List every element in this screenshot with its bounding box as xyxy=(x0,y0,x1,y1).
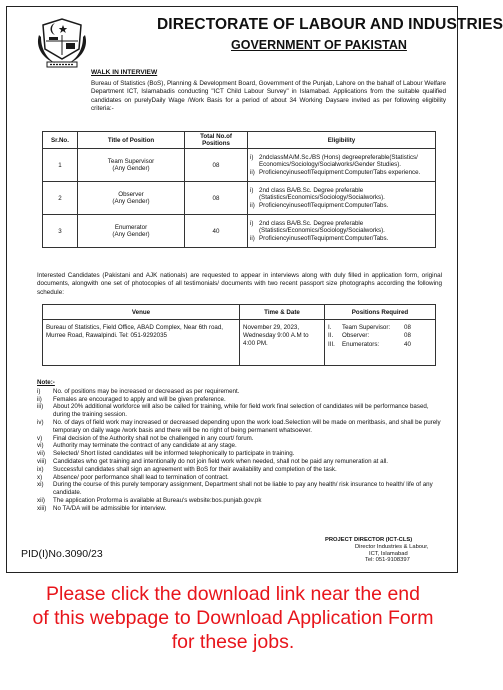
positions-required-cell xyxy=(325,320,436,366)
item-number: III. xyxy=(328,340,335,348)
header-positions-required: Positions Required xyxy=(325,305,436,320)
note-number: ix) xyxy=(37,465,44,473)
list-item xyxy=(328,332,432,340)
note-item xyxy=(37,481,447,497)
download-instructions xyxy=(0,582,466,654)
note-text: During the course of this purely temporary assignment, Department shall not be liable to pay any health/ risk insurance to health/ life of any candidate. xyxy=(53,481,433,497)
venue-cell: Bureau of Statistics, Field Office, ABAD Complex, Near 6th road, Murree Road, Rawalpindi. Tel: 051-9292035 xyxy=(43,320,240,366)
note-item xyxy=(37,396,447,404)
note-number: v) xyxy=(37,434,43,442)
header-sr-no: Sr.No. xyxy=(43,132,78,149)
item-text: ProficiencyinuseofITequipment:Computer/Tabs. xyxy=(259,234,389,242)
note-item xyxy=(37,474,447,482)
header-eligibility: Eligibility xyxy=(248,132,436,149)
note-text: Absence/ poor performance shall lead to termination of contract. xyxy=(53,473,229,481)
note-item xyxy=(37,458,447,466)
note-item xyxy=(37,403,447,419)
director-line: Tel: 051-9108397 xyxy=(365,557,410,564)
position-name: Team Supervisor xyxy=(107,158,155,165)
item-number: ii) xyxy=(250,168,255,176)
position-gender: (Any Gender) xyxy=(112,198,150,205)
notes-title: Note:- xyxy=(37,379,55,386)
item-text: 2ndclassMA/M.Sc./BS (Hons) degreepreferable(Statistics/ Economics/Sociology/Socialworks/Gender Studies). xyxy=(259,153,418,169)
note-number: xi) xyxy=(37,481,44,489)
position-name: Observer xyxy=(118,191,144,198)
item-count: 08 xyxy=(404,324,411,331)
table-header-row xyxy=(43,132,436,149)
download-line: for these jobs. xyxy=(171,631,295,653)
eligibility-item xyxy=(250,187,433,202)
note-number: ii) xyxy=(37,395,42,403)
pid-number: PID(I)No.3090/23 xyxy=(21,548,103,560)
eligibility-cell xyxy=(248,215,436,248)
walk-in-heading: WALK IN INTERVIEW xyxy=(91,69,158,76)
item-number: I. xyxy=(328,324,332,331)
sr-no: 2 xyxy=(43,182,78,215)
director-title: PROJECT DIRECTOR (ICT-CLS) xyxy=(325,537,413,543)
note-item xyxy=(37,442,447,450)
download-line: Please click the download link near the end xyxy=(46,583,420,605)
table-row xyxy=(43,215,436,248)
item-text: ProficiencyinuseofITequipment:Computer/Tabs. xyxy=(259,201,389,209)
position-title xyxy=(78,149,185,182)
note-text: Candidates who get training and intentionally do not join field work when needed, shall not be paid any remuneration at all. xyxy=(53,457,389,465)
positions-table xyxy=(42,131,436,248)
note-number: xii) xyxy=(37,496,45,504)
position-title xyxy=(78,215,185,248)
note-number: xiii) xyxy=(37,504,47,512)
note-text: Authority may terminate the contract of any candidate at any stage. xyxy=(53,442,237,450)
note-item xyxy=(37,388,447,396)
list-item xyxy=(328,341,432,349)
page-title: DIRECTORATE OF LABOUR AND INDUSTRIES xyxy=(157,16,503,33)
note-text: Final decision of the Authority shall not be challenged in any court/ forum. xyxy=(53,434,254,442)
table-row xyxy=(43,320,436,366)
note-text: Females are encouraged to apply and will be given preference. xyxy=(53,395,226,403)
note-item xyxy=(37,435,447,443)
note-number: iii) xyxy=(37,403,44,411)
item-text: ProficiencyinuseofITequipment:Computer/Tabs experience. xyxy=(259,168,421,176)
download-line: of this webpage to Download Application Form xyxy=(32,607,434,629)
note-number: i) xyxy=(37,387,41,395)
item-label: Observer: xyxy=(342,332,370,340)
position-count: 08 xyxy=(185,182,248,215)
position-name: Enumerator xyxy=(114,224,148,231)
note-number: viii) xyxy=(37,457,47,465)
position-count: 08 xyxy=(185,149,248,182)
header-time-date: Time & Date xyxy=(240,305,325,320)
table-header-row xyxy=(43,305,436,320)
government-emblem-icon xyxy=(35,15,89,69)
item-number: II. xyxy=(328,332,334,340)
notes-section xyxy=(37,379,447,513)
eligibility-cell xyxy=(248,182,436,215)
position-title xyxy=(78,182,185,215)
note-text: Selected/ Short listed candidates will be informed telephonically to participate in training. xyxy=(53,450,295,458)
eligibility-item xyxy=(250,235,433,243)
note-text: About 20% additional workforce will also be called for training, while for field work final selection of candidates will be performance based, during the training session. xyxy=(53,403,429,419)
position-gender: (Any Gender) xyxy=(112,231,150,238)
note-text: Successful candidates shall sign an agreement with BoS for their availability and completion of the task. xyxy=(53,465,337,473)
interested-candidates-paragraph: Interested Candidates (Pakistani and AJK nationals) are requested to appear in interviews along with duly filled in application form, original documents, alongwith one set of photocopies of all testimonials/ documents with two recent passport size photographs according the following schedule: xyxy=(37,272,442,296)
note-number: iv) xyxy=(37,418,44,426)
director-line: Director Industries & Labour, xyxy=(355,543,429,550)
eligibility-item xyxy=(250,169,433,177)
sr-no: 1 xyxy=(43,149,78,182)
eligibility-cell xyxy=(248,149,436,182)
note-number: x) xyxy=(37,473,43,481)
table-row xyxy=(43,182,436,215)
note-item xyxy=(37,450,447,458)
note-text: No. of days of field work may increased or decreased depending upon the work load.Selection will be made on meritbasis, and shall be purely temporary on daily wage /work basis and there will be no right of being permanent whatsoever. xyxy=(53,418,441,434)
item-text: 2nd class BA/B.Sc. Degree preferable (Statistics/Economics/Sociology/Socialworks). xyxy=(259,186,385,202)
note-item xyxy=(37,466,447,474)
table-row xyxy=(43,149,436,182)
position-count: 40 xyxy=(185,215,248,248)
item-label: Team Supervisor: xyxy=(342,324,391,331)
item-count: 40 xyxy=(404,340,411,348)
director-line: ICT, Islamabad xyxy=(369,550,408,557)
note-item xyxy=(37,497,447,505)
list-item xyxy=(328,324,432,332)
note-number: vii) xyxy=(37,450,45,458)
item-number: ii) xyxy=(250,234,255,242)
eligibility-item xyxy=(250,154,433,169)
project-director-block xyxy=(325,537,465,564)
item-number: i) xyxy=(250,219,254,227)
header-total-positions: Total No.of Positions xyxy=(185,132,248,149)
item-number: ii) xyxy=(250,201,255,209)
time-date-cell: November 29, 2023, Wednesday 9:00 A.M to 4:00 PM. xyxy=(240,320,325,366)
eligibility-item xyxy=(250,220,433,235)
note-number: vi) xyxy=(37,442,44,450)
intro-paragraph: Bureau of Statistics (BoS), Planning & Development Board, Government of the Punjab, Lahore on the bahalf of Labour Welfare Department ICT, Islamabadis conducting "ICT Child Labour Survey" in Islamabad. Applications from the suitable qualified candidates on purelyDaily Wage /Work Basis for a period of about 34 Working Daysare invited as per following eligibility criteria:- xyxy=(91,80,446,113)
page-subtitle: GOVERNMENT OF PAKISTAN xyxy=(231,38,407,52)
header-title: Title of Position xyxy=(78,132,185,149)
item-count: 08 xyxy=(404,332,411,340)
item-label: Enumerators: xyxy=(342,340,380,348)
item-number: i) xyxy=(250,153,254,161)
note-text: No. of positions may be increased or decreased as per requirement. xyxy=(53,387,240,395)
note-item xyxy=(37,505,447,513)
schedule-table xyxy=(42,304,436,366)
position-gender: (Any Gender) xyxy=(112,165,150,172)
sr-no: 3 xyxy=(43,215,78,248)
note-item xyxy=(37,419,447,435)
header-venue: Venue xyxy=(43,305,240,320)
eligibility-item xyxy=(250,202,433,210)
job-advertisement xyxy=(6,6,503,573)
note-text: The application Proforma is available at Bureau's website:bos.punjab.gov.pk xyxy=(53,496,262,504)
item-text: 2nd class BA/B.Sc. Degree preferable (Statistics/Economics/Sociology/Socialworks). xyxy=(259,219,385,235)
note-text: No TA/DA will be admissible for interview. xyxy=(53,504,167,512)
item-number: i) xyxy=(250,186,254,194)
